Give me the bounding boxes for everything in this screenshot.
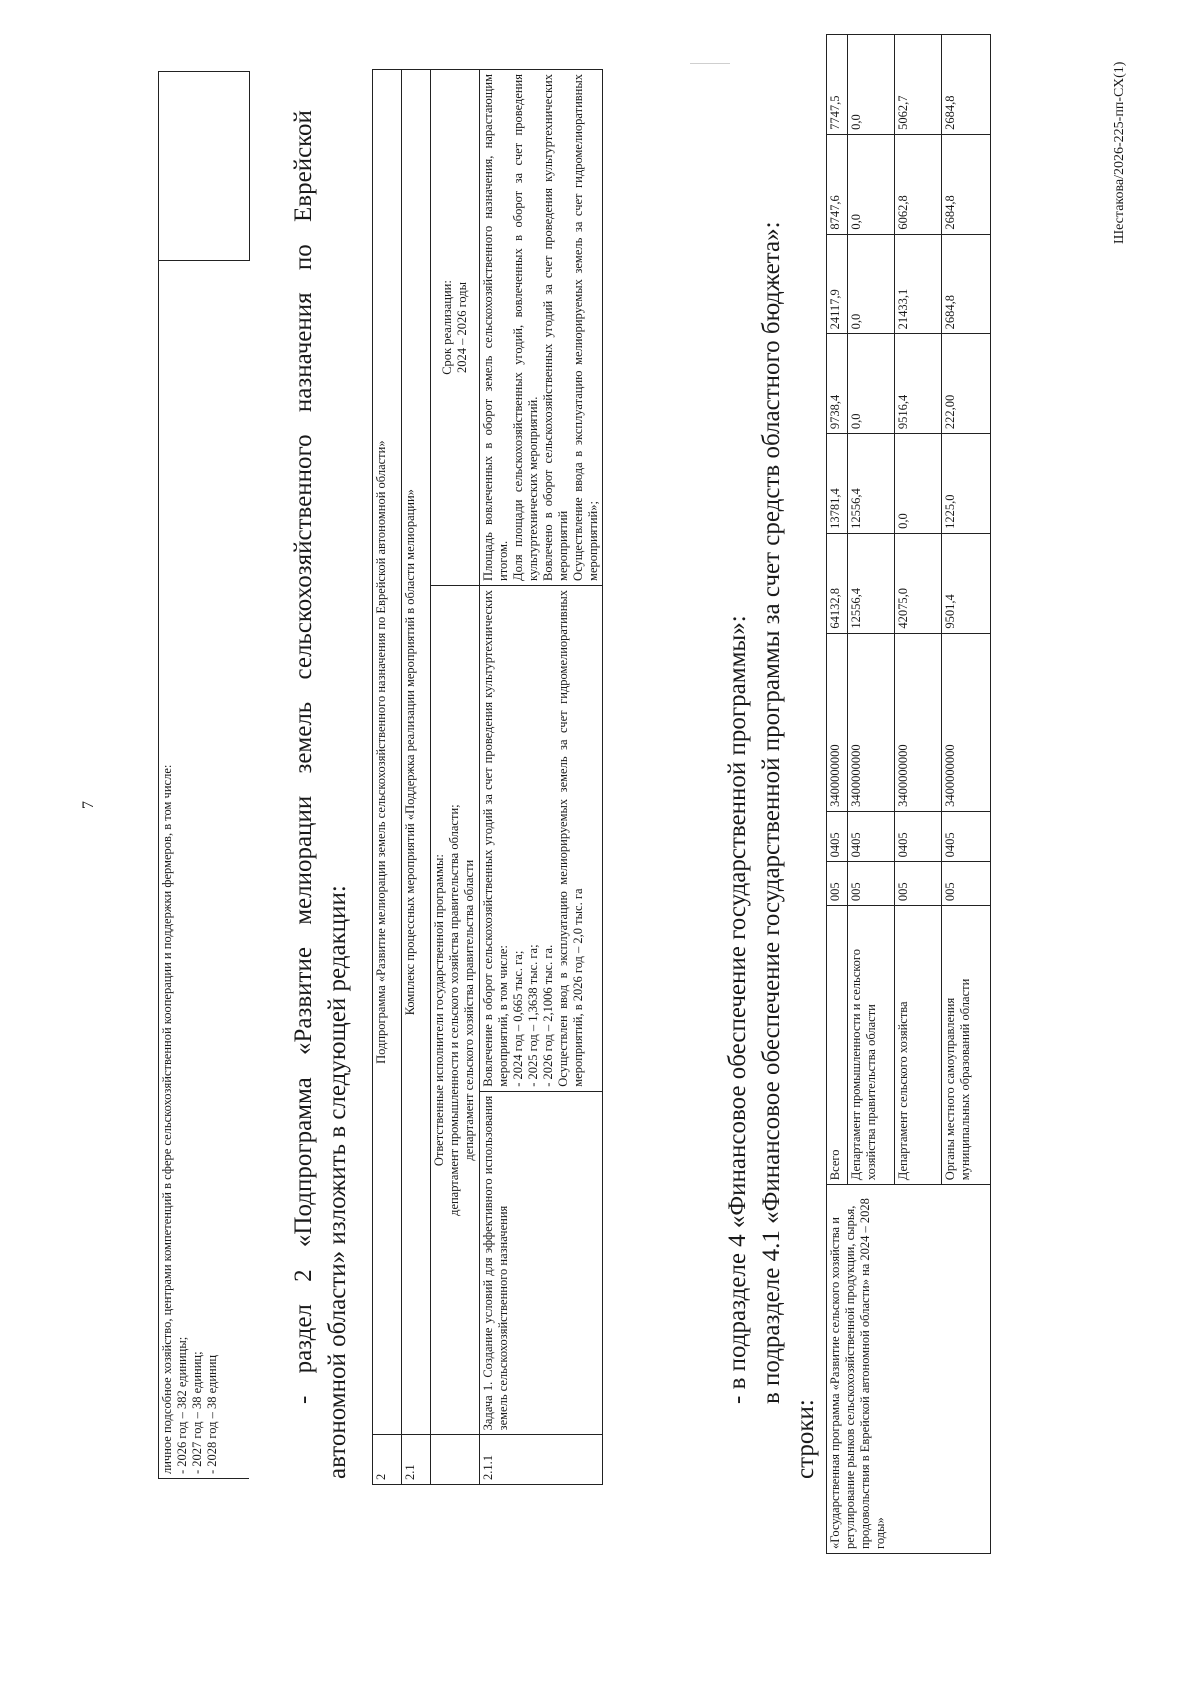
finance-code-3: 3400000000 [895, 633, 942, 811]
finance-code-1: 005 [848, 862, 895, 906]
finance-code-2: 0405 [848, 811, 895, 861]
row-211-indicators [480, 70, 603, 586]
finance-table [826, 34, 991, 1554]
result-line-4: - 2026 год – 2,1006 тыс. га. [541, 944, 555, 1087]
top-table-line-1: личное подсобное хозяйство, центрами компетенций в сфере сельскохозяйственной кооперации и поддержки фермеров, в том числе: [160, 764, 174, 1474]
top-table-empty-cell [159, 72, 250, 261]
top-table-text-cell [159, 260, 250, 1478]
subsection-4-text: - в подразделе 4 «Финансовое обеспечение государственной программы»: [724, 615, 751, 1404]
finance-value: 9501,4 [942, 533, 991, 633]
finance-value: 64132,8 [827, 533, 848, 633]
finance-value: 21433,1 [895, 234, 942, 334]
exec-line-1: Ответственные исполнители государственной программы: [432, 854, 446, 1167]
finance-code-2: 0405 [942, 811, 991, 861]
finance-value: 12556,4 [848, 533, 895, 633]
finance-value: 2684,8 [942, 35, 991, 135]
result-line-3: - 2025 год – 1,3638 тыс. га; [526, 944, 540, 1087]
subprogram-table [372, 69, 603, 1485]
row-211-task: Задача 1. Создание условий для эффективного использования земель сельскохозяйственного назначения [480, 1091, 603, 1435]
finance-code-2: 0405 [827, 811, 848, 861]
finance-value: 13781,4 [827, 434, 848, 534]
finance-value: 7747,5 [827, 35, 848, 135]
program-name-cell: «Государственная программа «Развитие сельского хозяйства и регулирование рынков сельскохозяйственной продукции, сырья, продовольствия в Еврейской автономной области» на 2024 – 2028 годы» [827, 1185, 991, 1554]
finance-code-1: 005 [942, 862, 991, 906]
result-line-1: Вовлечение в оборот сельскохозяйственных угодий за счет проведения культуртехнических мероприятий, в том числе: [481, 589, 510, 1087]
row-exec-empty [431, 1435, 480, 1485]
finance-code-1: 005 [895, 862, 942, 906]
finance-code-1: 005 [827, 862, 848, 906]
exec-line-3: департамент сельского хозяйства правительства области [462, 859, 476, 1161]
row-exec-left [431, 585, 480, 1434]
finance-row-label: Всего [827, 906, 848, 1185]
finance-row-label: Департамент промышленности и сельского хозяйства правительства области [848, 906, 895, 1185]
section-heading-line-1: - раздел 2 «Подпрограмма «Развитие мелиорации земель сельскохозяйственного назначения по Еврейской [290, 110, 317, 1404]
subsection-41-text: в подразделе 4.1 «Финансовое обеспечение государственной программы за счет средств областного бюджета»: [758, 221, 785, 1404]
finance-value: 0,0 [848, 334, 895, 434]
finance-value: 1225,0 [942, 434, 991, 534]
finance-value: 0,0 [895, 434, 942, 534]
finance-value: 12556,4 [848, 434, 895, 534]
indicator-line-1: Площадь вовлеченных в оборот земель сельскохозяйственного назначения, нарастающим итогом. [481, 74, 510, 581]
row-2-number: 2 [373, 1435, 402, 1485]
page-number: 7 [80, 801, 97, 809]
row-211-number: 2.1.1 [480, 1435, 603, 1485]
finance-value: 0,0 [848, 234, 895, 334]
finance-value: 222,00 [942, 334, 991, 434]
row-211-results [480, 585, 603, 1091]
result-line-2: - 2024 год – 0,665 тыс. га; [511, 950, 525, 1087]
finance-code-2: 0405 [895, 811, 942, 861]
term-line-1: Срок реализации: [440, 280, 454, 375]
exec-line-2: департамент промышленности и сельского хозяйства правительства области; [447, 804, 461, 1216]
document-footer-code: Шестакова/2026-225-пп-СХ(1) [1112, 61, 1127, 244]
finance-code-3: 3400000000 [942, 633, 991, 811]
finance-row-label: Департамент сельского хозяйства [895, 906, 942, 1185]
finance-code-3: 3400000000 [827, 633, 848, 811]
section-heading-line-2: автономной области» изложить в следующей редакции: [324, 885, 351, 1479]
finance-value: 9738,4 [827, 334, 848, 434]
finance-value: 2684,8 [942, 234, 991, 334]
finance-value: 24117,9 [827, 234, 848, 334]
finance-row-label: Органы местного самоуправления муниципальных образований области [942, 906, 991, 1185]
scan-mark [690, 63, 730, 64]
indicator-line-4: Осуществление ввода в эксплуатацию мелиорируемых земель за счет гидромелиоративных мероприятий»; [571, 74, 600, 581]
indicator-line-2: Доля площади сельскохозяйственных угодий, вовлеченных в оборот за счет проведения культуртехнических мероприятий. [511, 74, 540, 581]
finance-value: 9516,4 [895, 334, 942, 434]
finance-value: 5062,7 [895, 35, 942, 135]
indicator-line-3: Вовлечено в оборот сельскохозяйственных угодий за счет проведения культуртехнических мероприятий [541, 74, 570, 581]
row-exec-right [431, 70, 480, 586]
finance-value: 8747,6 [827, 134, 848, 234]
row-2-title: Подпрограмма «Развитие мелиорации земель сельскохозяйственного назначения по Еврейской автономной области» [373, 70, 402, 1435]
row-21-number: 2.1 [402, 1435, 431, 1485]
top-table-line-3: - 2027 год – 38 единиц; [190, 1351, 204, 1474]
finance-value: 42075,0 [895, 533, 942, 633]
top-table-line-4: - 2028 год – 38 единиц [205, 1354, 219, 1474]
finance-value: 0,0 [848, 35, 895, 135]
top-table-line-2: - 2026 год – 382 единицы; [175, 1336, 189, 1474]
finance-value: 0,0 [848, 134, 895, 234]
term-line-2: 2024 – 2026 годы [455, 281, 469, 374]
result-line-5: Осуществлен ввод в эксплуатацию мелиорируемых земель за счет гидромелиоративных мероприятий, в 2026 год – 2,0 тыс. га [556, 589, 585, 1087]
row-21-title: Комплекс процессных мероприятий «Поддержка реализации мероприятий в области мелиорации» [402, 70, 431, 1435]
finance-code-3: 3400000000 [848, 633, 895, 811]
finance-value: 6062,8 [895, 134, 942, 234]
subsection-41-rows-label: строки: [792, 1399, 819, 1479]
finance-value: 2684,8 [942, 134, 991, 234]
top-table [158, 71, 250, 1479]
